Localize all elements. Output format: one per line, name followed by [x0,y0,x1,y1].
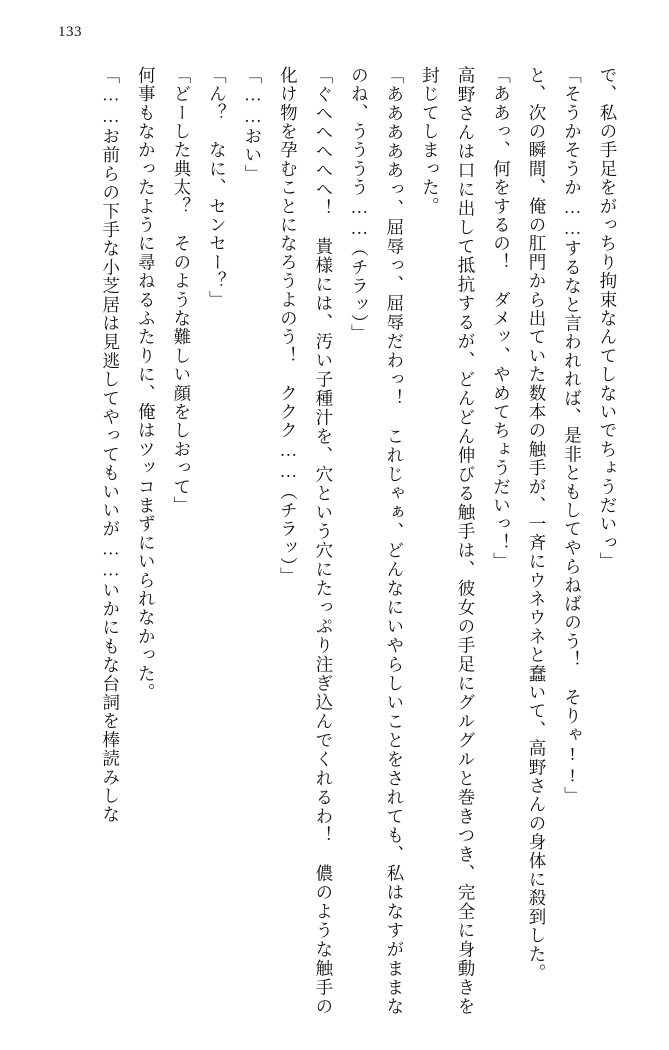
paragraph: 「……お前らの下手な小芝居は見逃してやってもいいが……いかにもな台詞を棒読みしな [100,66,121,824]
paragraph: 「あああああっ、屈辱っ、屈辱だわっ！ これじゃぁ、どんなにいやらしいことをされても、私はなすがままなのね、うううう……（チラッ）」 [349,66,405,1016]
page-body-text [44,66,625,1016]
paragraph: 高野さんは口に出して抵抗するが、どんどん伸びる触手は、彼女の手足にグルグルと巻きつき、完全に身動きを封じてしまった。 [420,66,476,1016]
paragraph: 「ぐへへへへへ！ 貴様には、汚い子種汁を、穴という穴にたっぷり注ぎ込んでくれるわ！ 儂のような触手の化け物を孕むことになろうよのう！ ククク……（チラッ）」 [278,66,334,1016]
paragraph: 何事もなかったように尋ねるふたりに、俺はツッコまずにいられなかった。 [136,66,157,702]
paragraph: 「……おい」 [242,66,263,184]
paragraph: 「ん？ なに、センセー？」 [207,66,228,310]
paragraph: 「ああっ、何をするの！ ダメッ、やめてちょうだいっ！」 [491,66,512,571]
paragraph: 「そうかそうか……するなと言われれば、是非ともしてやらねばのう！ そりゃ!!」 [562,66,583,806]
paragraph: と、次の瞬間、俺の肛門から出ていた数本の触手が、一斉にウネウネと蠢いて、高野さんの身体に殺到した。 [526,66,547,983]
page-number: 133 [58,24,82,40]
paragraph: で、私の手足をがっちり拘束なんてしないでちょうだいっ」 [598,66,618,571]
paragraph: 「どーした典太？ そのような難しい顔をしおって」 [171,66,192,515]
